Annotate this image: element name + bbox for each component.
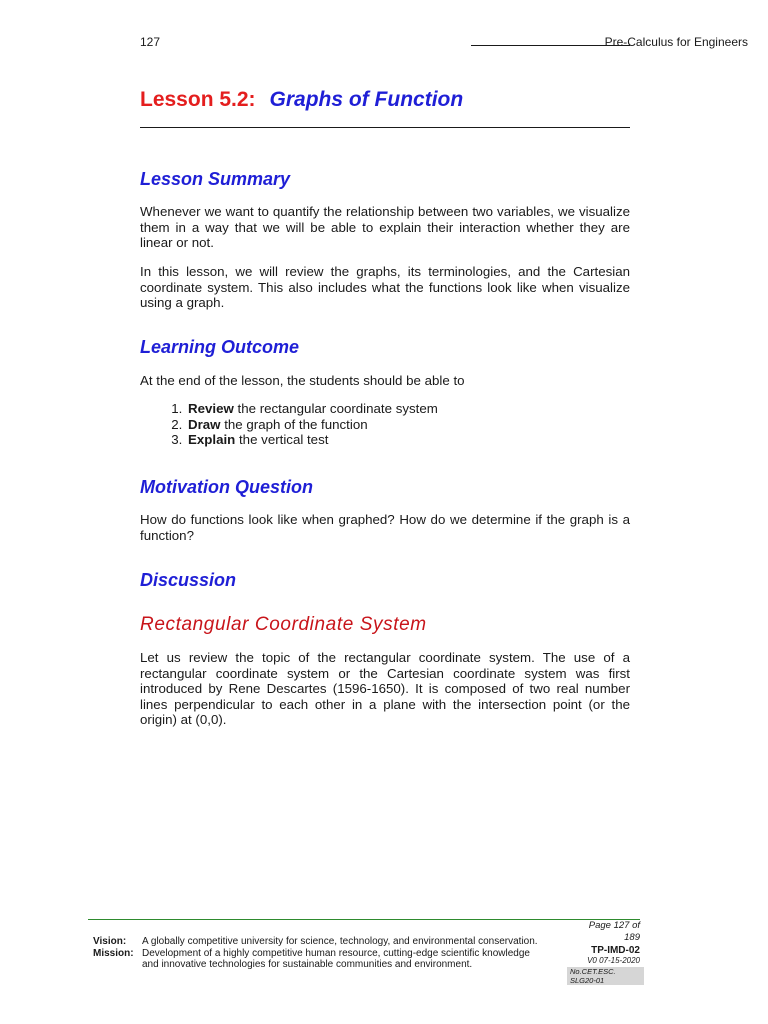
discussion-heading: Discussion bbox=[140, 570, 237, 590]
lesson-number: Lesson 5.2: bbox=[140, 88, 256, 111]
summary-paragraph-2: In this lesson, we will review the graphs, its terminologies, and the Cartesian coordinate system. This also includes what the functions look like when visualize using a graph. bbox=[140, 264, 630, 310]
footer-statement bbox=[142, 936, 558, 971]
motivation-heading: Motivation Question bbox=[140, 477, 313, 497]
mission-text-line-1: Development of a highly competitive human resource, cutting-edge scientific knowledge bbox=[142, 947, 530, 959]
page-number: 127 bbox=[140, 35, 161, 49]
lesson-name: Graphs of Function bbox=[269, 88, 464, 111]
discussion-subheading: Rectangular Coordinate System bbox=[140, 614, 427, 635]
page-info: Page 127 of 189 bbox=[588, 920, 640, 943]
title-rule bbox=[140, 127, 630, 128]
footer-labels bbox=[93, 936, 134, 959]
doc-code: TP-IMD-02 bbox=[591, 945, 640, 956]
mission-label: Mission: bbox=[93, 947, 134, 959]
book-title: Pre-Calculus for Engineers bbox=[604, 35, 748, 49]
summary-heading: Lesson Summary bbox=[140, 169, 291, 189]
list-item: 3. Explain the vertical test bbox=[186, 432, 586, 448]
doc-version: V0 07-15-2020 bbox=[587, 956, 640, 965]
motivation-text: How do functions look like when graphed? How do we determine if the graph is a function? bbox=[140, 512, 630, 543]
vision-text: A globally competitive university for science, technology, and environmental conservation. bbox=[142, 936, 538, 947]
outcome-heading: Learning Outcome bbox=[140, 337, 300, 357]
discussion-text: Let us review the topic of the rectangular coordinate system. The use of a rectangular coordinate system or the Cartesian coordinate system was first introduced by Rene Descartes (1596-1650). It is composed of two real number lines perpendicular to each other in a plane with the intersection point (or the origin) at (0,0). bbox=[140, 650, 630, 727]
vision-label: Vision: bbox=[93, 936, 127, 947]
footer-rule bbox=[88, 919, 640, 920]
mission-text-line-2: and innovative technologies for sustainable communities and environment. bbox=[142, 959, 473, 970]
list-item: 2. Draw the graph of the function bbox=[186, 417, 586, 433]
summary-paragraph-1: Whenever we want to quantify the relationship between two variables, we visualize them in a way that we will be able to explain their interaction whether they are linear or not. bbox=[140, 204, 630, 250]
list-item: 1. Review the rectangular coordinate system bbox=[186, 401, 586, 417]
lesson-title bbox=[140, 88, 463, 112]
outcome-list bbox=[162, 401, 586, 448]
outcome-intro: At the end of the lesson, the students should be able to bbox=[140, 373, 465, 388]
doc-number-box: No.CET.ESC. SLG20-01 bbox=[567, 967, 644, 985]
